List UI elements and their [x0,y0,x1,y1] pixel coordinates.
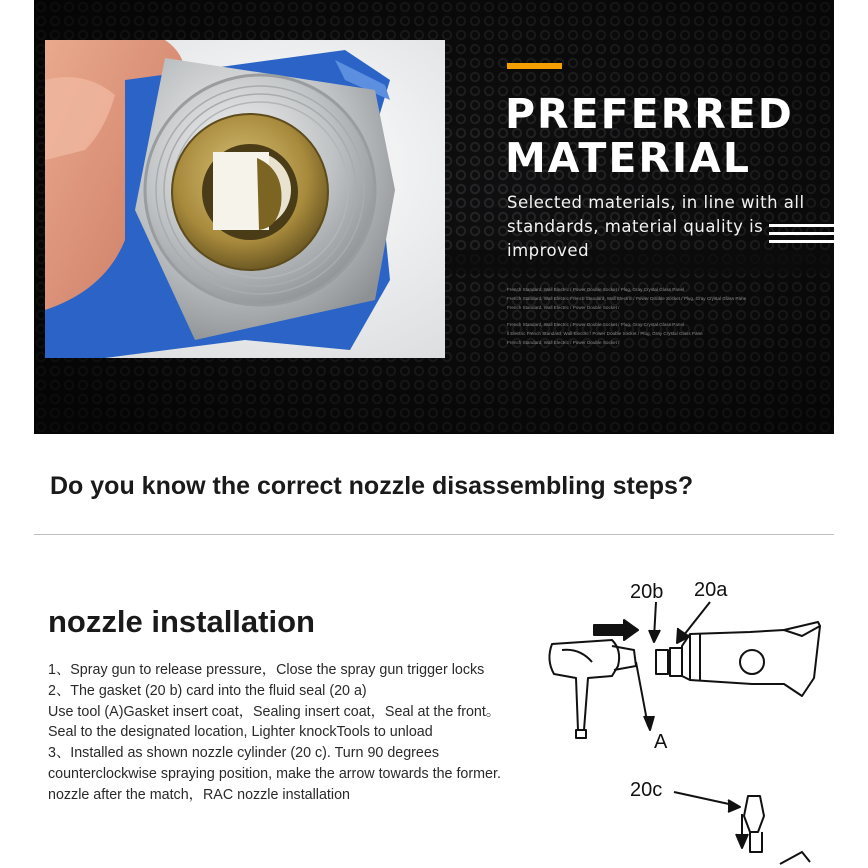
step-line: Use tool (A)Gasket insert coat，Sealing insert coat，Seal at the front。 [48,703,501,720]
installation-title: nozzle installation [48,604,315,639]
fine-print-line: French Standard, Wall Electric / Power Double Socket / [507,340,620,345]
fine-print-block-a [507,285,746,312]
fine-print-line: French Standard, Wall Electric French Standard, Wall Electric / Power Double Socket / Plug, Gray Crystal Glass Pane [507,296,747,301]
fine-print-block-b [507,320,703,347]
installation-steps [48,660,538,806]
label-20c: 20c [630,779,663,801]
step-line: Seal to the designated location, Lighter knockTools to unload [48,724,433,741]
headline-line-2: MATERIAL [505,134,752,182]
accent-bar [507,63,562,69]
nozzle-photo [45,40,445,358]
section-question-heading: Do you know the correct nozzle disassembling steps? [50,472,694,500]
fine-print-line: French Standard, Wall Electric / Power Double Socket / [507,305,620,310]
banner-headline [505,92,794,180]
fine-print-line: French Standard, Wall Electric / Power Double Socket / Plug, Gray Crystal Glass Panel [507,322,685,327]
section-divider [34,534,834,535]
step-line: 3、Installed as shown nozzle cylinder (20 c). Turn 90 degrees [48,745,439,762]
step-line: 1、Spray gun to release pressure，Close the spray gun trigger locks [48,662,485,678]
hamburger-icon [769,224,834,248]
fine-print-line: French Standard, Wall Electric / Power Double Socket / Plug, Gray Crystal Glass Panel [507,287,685,292]
nozzle-assembly-diagram [540,570,868,868]
label-20b: 20b [630,581,664,603]
fine-print-line: ll Electric French Standard, Wall Electric / Power Double Socket / Plug, Gray Crystal Glass Pane [507,331,703,336]
step-line: 2、The gasket (20 b) card into the fluid seal (20 a) [48,682,367,699]
step-line: nozzle after the match，RAC nozzle installation [48,786,350,803]
label-20a: 20a [694,579,728,601]
label-a: A [654,731,668,753]
material-banner [34,0,834,434]
step-line: counterclockwise spraying position, make the arrow towards the former. [48,765,501,782]
headline-line-1: PREFERRED [505,90,794,138]
banner-subtitle: Selected materials, in line with all standards, material quality is improved [507,193,805,260]
